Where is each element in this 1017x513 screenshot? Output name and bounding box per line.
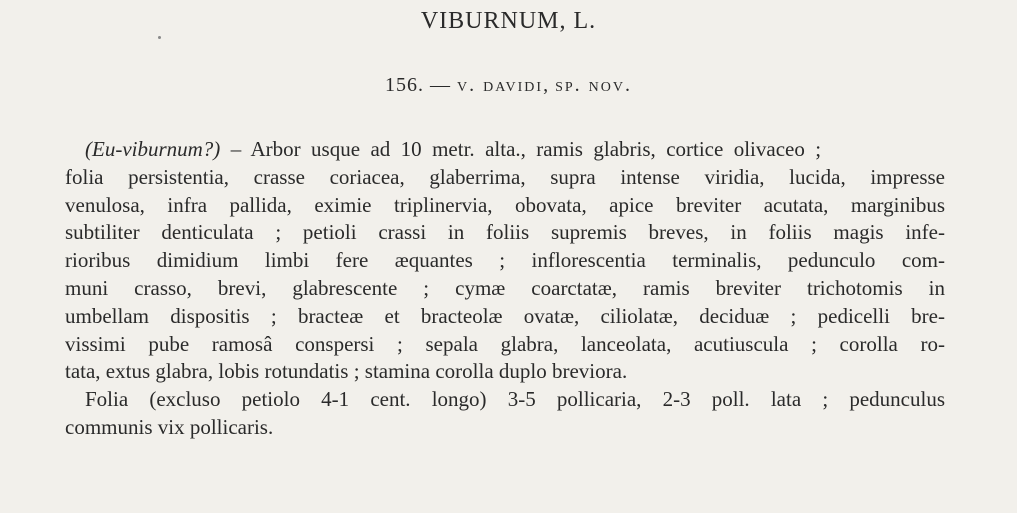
description-line: subtiliter denticulata ; petioli crassi in foliis supremis breves, in foliis magis infe- — [65, 220, 945, 245]
species-number: 156. — [385, 74, 424, 96]
description-line-text: – Arbor usque ad 10 metr. alta., ramis glabris, cortice olivaceo ; — [220, 137, 822, 161]
description-line: umbellam dispositis ; bracteæ et bracteolæ ovatæ, ciliolatæ, deciduæ ; pedicelli bre- — [65, 303, 945, 328]
species-name: v. davidi — [457, 74, 544, 96]
description-line — [65, 136, 945, 164]
description-line: rioribus dimidium limbi fere æquantes ; inflorescentia terminalis, pedunculo com- — [65, 248, 945, 273]
page-speck — [158, 36, 161, 39]
description-line: tata, extus glabra, lobis rotundatis ; stamina corolla duplo breviora. — [65, 359, 628, 384]
species-heading — [0, 74, 1017, 97]
description-line: muni crasso, brevi, glabrescente ; cymæ coarctatæ, ramis breviter trichotomis in — [65, 275, 945, 300]
genus-heading: VIBURNUM, L. — [420, 8, 597, 34]
measurements-line: communis vix pollicaris. — [65, 414, 274, 439]
section-name: (Eu-viburnum?) — [85, 137, 221, 161]
description-line: folia persistentia, crasse coriacea, glaberrima, supra intense viridia, lucida, impresse — [65, 164, 945, 189]
measurements-line: Folia (excluso petiolo 4-1 cent. longo) 3-5 pollicaria, 2-3 poll. lata ; pedunculus — [85, 387, 945, 412]
species-comma: , — [543, 74, 550, 96]
species-dash: — — [430, 74, 451, 96]
description-line: vissimi pube ramosâ conspersi ; sepala glabra, lanceolata, acutiuscula ; corolla ro- — [65, 331, 945, 356]
species-status: sp. nov. — [555, 74, 632, 96]
description-line: venulosa, infra pallida, eximie triplinervia, obovata, apice breviter acutata, marginibus — [65, 192, 945, 217]
description-body — [65, 136, 945, 442]
